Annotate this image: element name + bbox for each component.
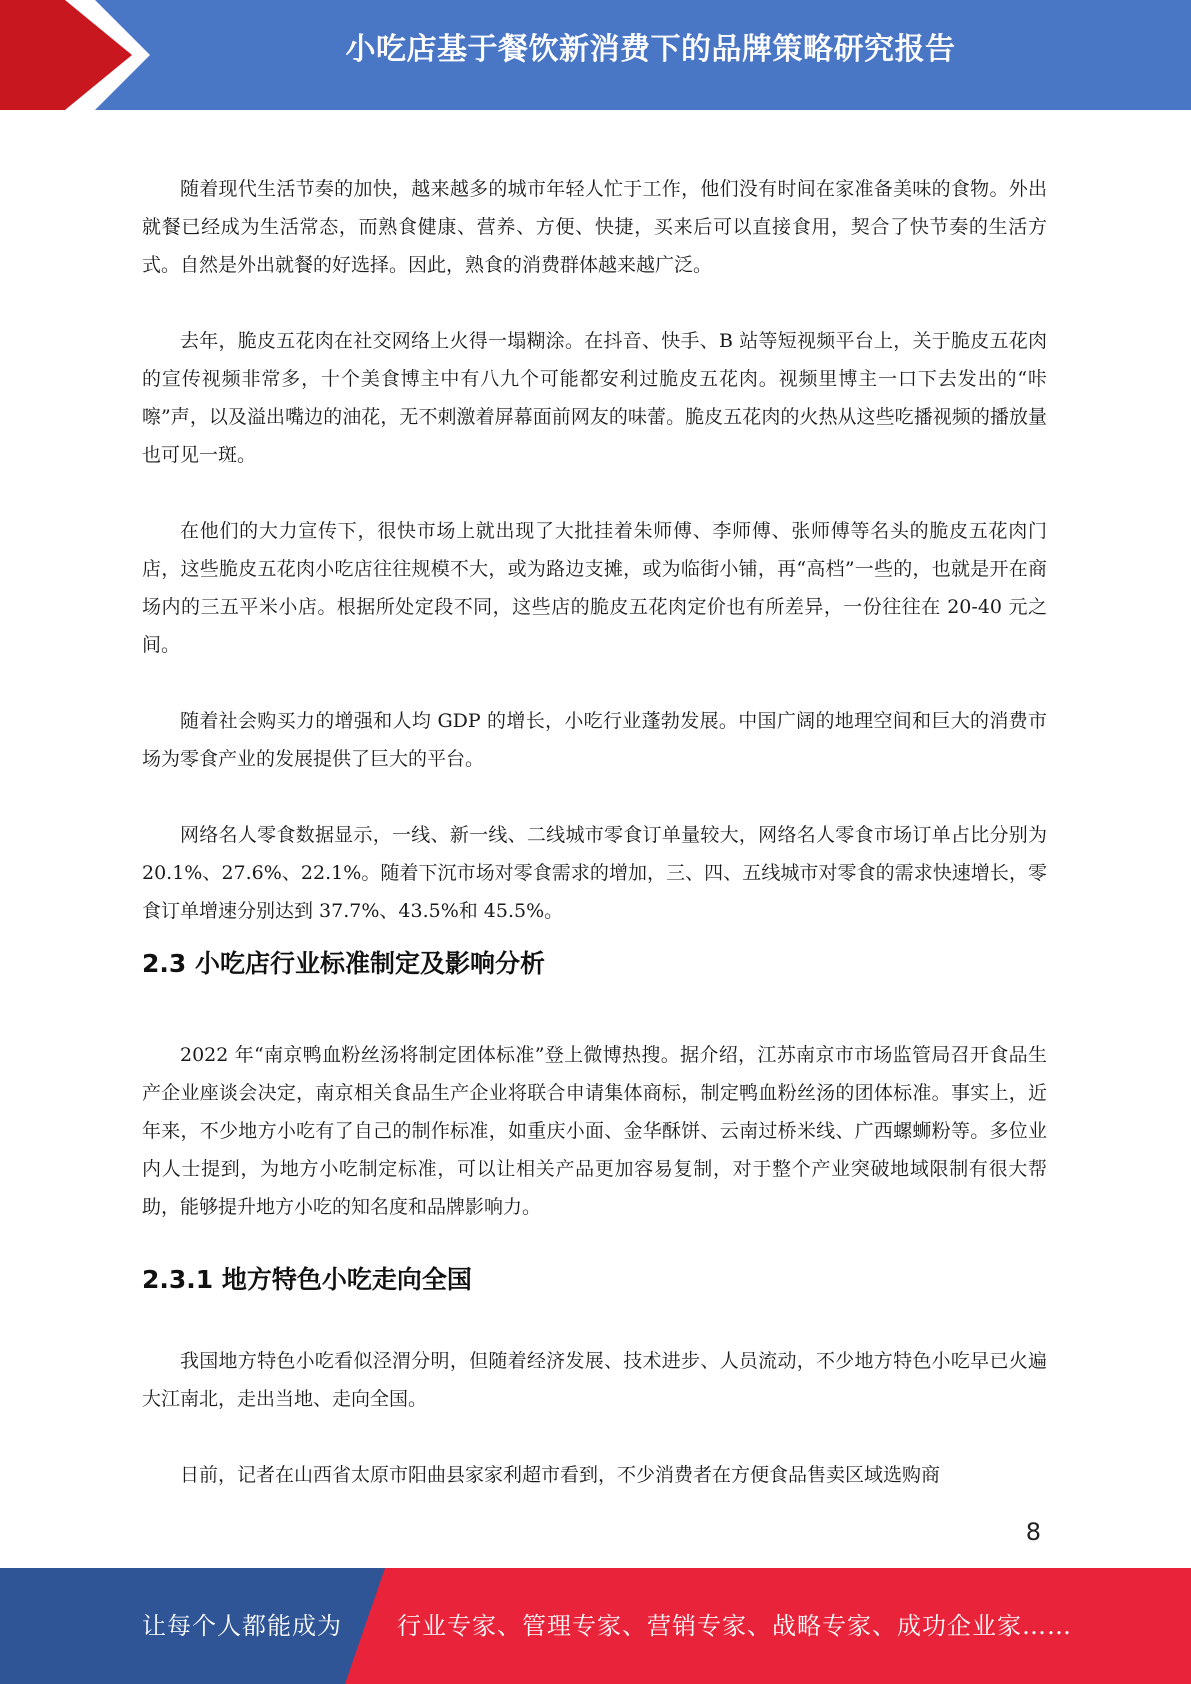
header-chevron-red	[0, 0, 140, 110]
footer-slogan-left: 让每个人都能成为	[142, 1612, 342, 1640]
body-paragraph: 我国地方特色小吃看似泾渭分明，但随着经济发展、技术进步、人员流动，不少地方特色小吃早已火遍大江南北，走出当地、走向全国。	[142, 1350, 1047, 1410]
body-paragraph: 网络名人零食数据显示，一线、新一线、二线城市零食订单量较大，网络名人零食市场订单占比分别为 20.1%、27.6%、22.1%。随着下沉市场对零食需求的增加，三、四、五线城市对零食的需求快速增长，零食订单增速分别达到 37.7%、43.5%和 45.5%。	[142, 824, 1047, 922]
body-paragraph: 日前，记者在山西省太原市阳曲县家家利超市看到，不少消费者在方便食品售卖区域选购商	[180, 1464, 941, 1486]
page-number: 8	[1025, 1518, 1041, 1546]
body-paragraph: 随着社会购买力的增强和人均 GDP 的增长，小吃行业蓬勃发展。中国广阔的地理空间和巨大的消费市场为零食产业的发展提供了巨大的平台。	[142, 710, 1047, 770]
body-paragraph: 在他们的大力宣传下，很快市场上就出现了大批挂着朱师傅、李师傅、张师傅等名头的脆皮五花肉门店，这些脆皮五花肉小吃店往往规模不大，或为路边支摊，或为临街小铺，再“高档”一些的，也就是开在商场内的三五平米小店。根据所处定段不同，这些店的脆皮五花肉定价也有所差异，一份往往在 20-40 元之间。	[142, 520, 1047, 656]
body-paragraph: 随着现代生活节奏的加快，越来越多的城市年轻人忙于工作，他们没有时间在家准备美味的食物。外出就餐已经成为生活常态，而熟食健康、营养、方便、快捷，买来后可以直接食用，契合了快节奏的生活方式。自然是外出就餐的好选择。因此，熟食的消费群体越来越广泛。	[142, 178, 1047, 276]
page-footer	[0, 1568, 1191, 1684]
body-paragraph: 2022 年“南京鸭血粉丝汤将制定团体标准”登上微博热搜。据介绍，江苏南京市市场监管局召开食品生产企业座谈会决定，南京相关食品生产企业将联合申请集体商标，制定鸭血粉丝汤的团体标准。事实上，近年来，不少地方小吃有了自己的制作标准，如重庆小面、金华酥饼、云南过桥米线、广西螺蛳粉等。多位业内人士提到，为地方小吃制定标准，可以让相关产品更加容易复制，对于整个产业突破地域限制有很大帮助，能够提升地方小吃的知名度和品牌影响力。	[142, 1044, 1047, 1218]
section-heading: 2.3 小吃店行业标准制定及影响分析	[142, 949, 545, 978]
body-paragraph: 去年，脆皮五花肉在社交网络上火得一塌糊涂。在抖音、快手、B 站等短视频平台上，关于脆皮五花肉的宣传视频非常多，十个美食博主中有八九个可能都安利过脆皮五花肉。视频里博主一口下去发出的“咔嚓”声，以及溢出嘴边的油花，无不刺激着屏幕面前网友的味蕾。脆皮五花肉的火热从这些吃播视频的播放量也可见一斑。	[142, 330, 1047, 466]
subsection-heading: 2.3.1 地方特色小吃走向全国	[142, 1265, 472, 1294]
report-title: 小吃店基于餐饮新消费下的品牌策略研究报告	[345, 32, 956, 67]
footer-slogan-right: 行业专家、管理专家、营销专家、战略专家、成功企业家……	[397, 1612, 1072, 1640]
page-header	[0, 0, 1191, 110]
